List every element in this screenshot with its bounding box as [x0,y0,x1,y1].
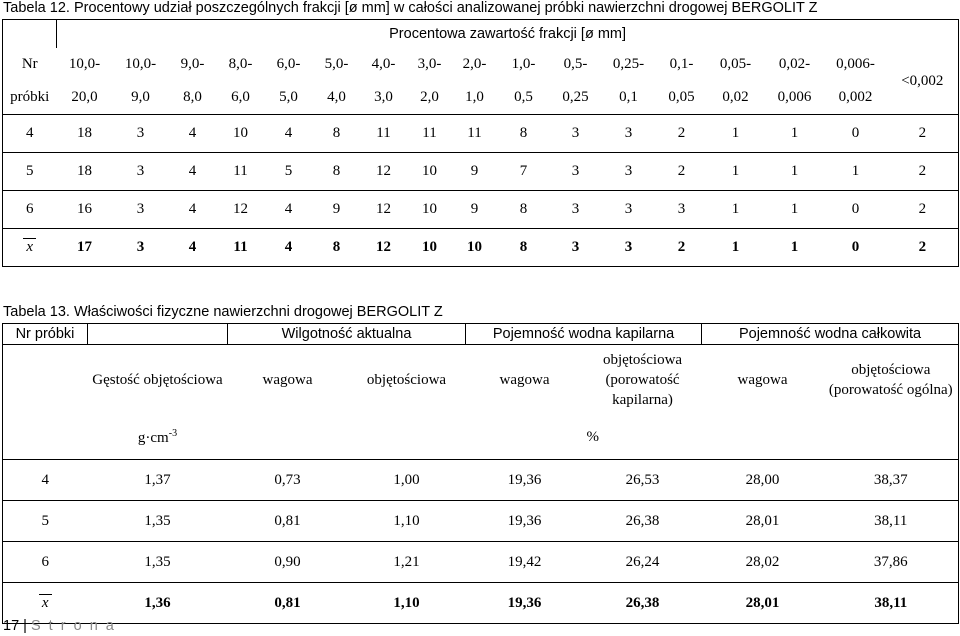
table-cell: 17 [57,229,113,267]
table-cell: 38,11 [824,501,959,542]
table-cell: 2 [887,229,959,267]
table-cell: 1 [707,191,765,229]
fraction-header: <0,002 [887,48,959,115]
row-label: 5 [3,153,57,191]
table-row [3,115,959,153]
table-cell: 1,10 [348,501,466,542]
table-cell: 10 [217,115,265,153]
fraction-header: 10,0- 9,0 [124,56,157,105]
table-cell: 1 [707,229,765,267]
table-cell: 0,81 [228,583,348,624]
table-cell: 3 [113,115,169,153]
table-cell: 26,38 [584,583,702,624]
fraction-header: 5,0- 4,0 [324,56,349,105]
table-cell: 3 [551,229,601,267]
row-label: 4 [3,115,57,153]
fraction-header: 3,0- 2,0 [417,56,442,105]
table-cell: 1 [707,153,765,191]
physical-properties-table [2,323,959,624]
table-cell: 8 [313,153,361,191]
table-cell: 1,36 [88,583,228,624]
table-cell: 1,10 [348,583,466,624]
table-cell: 8 [313,115,361,153]
wilg-wagowa-header: wagowa [262,372,313,388]
table-cell: 1,21 [348,542,466,583]
table-cell: 8 [497,191,551,229]
table-cell: 1 [765,191,825,229]
table-cell: 10 [407,229,453,267]
table12-caption: Tabela 12. Procentowy udział poszczególnych frakcji [ø mm] w całości analizowanej próbki nawierzchni drogowej BERGOLIT Z [3,0,818,16]
table-cell: 3 [601,153,657,191]
table-cell: 38,11 [824,583,959,624]
fraction-header: 0,1- 0,05 [668,56,695,105]
unit-density: $g\cdot cm^{-3}$ [88,415,228,460]
table-cell: 3 [657,191,707,229]
gestosc-header: Gęstość objętościowa [92,372,223,388]
table-row [3,191,959,229]
table-cell: 2 [887,153,959,191]
table-cell: 0 [825,115,887,153]
table-cell: 3 [113,191,169,229]
fraction-header: 9,0- 8,0 [180,56,205,105]
row-label: 4 [3,460,88,501]
fraction-header: 2,0- 1,0 [462,56,487,105]
fraction-header: 0,05- 0,02 [719,56,752,105]
fraction-header: 6,0- 5,0 [276,56,301,105]
wilgotnosc-header: Wilgotność aktualna [228,324,466,345]
table-cell: 3 [113,229,169,267]
table-cell: 8 [497,115,551,153]
page-footer [3,618,116,634]
row-label: 5 [3,501,88,542]
table-cell: 1 [765,115,825,153]
table-cell: 38,37 [824,460,959,501]
table-cell: 26,24 [584,542,702,583]
table-row [3,460,959,501]
table-cell: 3 [551,153,601,191]
table-cell: 1 [707,115,765,153]
table-cell: 2 [887,191,959,229]
table-row [3,153,959,191]
footer-separator: | [23,618,27,634]
table-cell: 1 [825,153,887,191]
unit-percent: % [228,415,959,460]
pojemnosc-kapilarna-header: Pojemność wodna kapilarna [466,324,702,345]
table-cell: 19,36 [466,501,584,542]
table-cell: 0 [825,229,887,267]
calk-objetosciowa-header: objętościowa (porowatość ogólna) [824,345,959,416]
row-label: 6 [3,542,88,583]
fraction-header: 0,5- 0,25 [562,56,589,105]
table-cell: 9 [453,191,497,229]
table-cell: 11 [453,115,497,153]
table-row [3,583,959,624]
table-cell: 7 [497,153,551,191]
table-cell: 1,35 [88,501,228,542]
table-cell: 16 [57,191,113,229]
table-row [3,229,959,267]
table-cell: 4 [169,191,217,229]
fraction-header: 1,0- 0,5 [511,56,536,105]
table-cell: 3 [601,191,657,229]
table-cell: 18 [57,115,113,153]
table-cell: 0,73 [228,460,348,501]
table-cell: 3 [601,115,657,153]
table-cell: 0 [825,191,887,229]
table-cell: 4 [265,191,313,229]
table-cell: 19,42 [466,542,584,583]
table-cell: 8 [313,229,361,267]
table-cell: 3 [113,153,169,191]
table-cell: 0,90 [228,542,348,583]
fraction-header: 8,0- 6,0 [228,56,253,105]
table-cell: 3 [551,191,601,229]
table-cell: 8 [497,229,551,267]
table-row [3,542,959,583]
table-cell: 4 [169,115,217,153]
table-cell: 1,35 [88,542,228,583]
fraction-header: 4,0- 3,0 [371,56,396,105]
row-label: 6 [3,191,57,229]
table-cell: 12 [361,229,407,267]
nr-probki-header: Nr próbki [3,48,57,115]
nr-probki-header: Nr próbki [3,324,88,345]
table-cell: 1 [765,229,825,267]
table-cell: 1,37 [88,460,228,501]
table-cell: 3 [601,229,657,267]
table-cell: 28,01 [702,501,824,542]
table-cell: 4 [169,153,217,191]
table-cell: 2 [887,115,959,153]
table13-caption: Tabela 13. Właściwości fizyczne nawierzchni drogowej BERGOLIT Z [3,304,443,320]
table-cell: 11 [361,115,407,153]
pojemnosc-calkowita-header: Pojemność wodna całkowita [702,324,959,345]
table-cell: 12 [361,191,407,229]
table-cell: 12 [361,153,407,191]
table-cell: 26,53 [584,460,702,501]
page-number: 17 [3,618,20,634]
kap-wagowa-header: wagowa [499,372,550,388]
table-cell: 2 [657,115,707,153]
table-cell: 19,36 [466,460,584,501]
row-label: x [3,583,88,624]
table-cell: 5 [265,153,313,191]
table-cell: 4 [265,229,313,267]
calk-wagowa-header: wagowa [737,372,788,388]
fraction-group-header: Procentowa zawartość frakcji [ø mm] [57,20,959,49]
table-cell: 1 [765,153,825,191]
table-cell: 4 [169,229,217,267]
table-cell: 9 [453,153,497,191]
table-cell: 4 [265,115,313,153]
table-cell: 28,01 [702,583,824,624]
page-word: S t r o n a [30,618,116,634]
fraction-table [2,19,959,267]
table-cell: 37,86 [824,542,959,583]
table-cell: 11 [217,229,265,267]
table-cell: 28,00 [702,460,824,501]
row-label: x [3,229,57,267]
table-cell: 10 [453,229,497,267]
fraction-header: 0,25- 0,1 [612,56,645,105]
table-cell: 18 [57,153,113,191]
table-cell: 9 [313,191,361,229]
table-cell: 2 [657,229,707,267]
table-cell: 26,38 [584,501,702,542]
table-row [3,501,959,542]
table-cell: 28,02 [702,542,824,583]
table-cell: 11 [407,115,453,153]
table-cell: 2 [657,153,707,191]
table-cell: 11 [217,153,265,191]
kap-objetosciowa-header: objętościowa (porowatość kapilarna) [602,352,683,408]
fraction-header: 0,006- 0,002 [836,56,875,105]
table-cell: 10 [407,153,453,191]
wilg-objetosciowa-header: objętościowa [366,372,447,388]
table-cell: 19,36 [466,583,584,624]
fraction-header: 10,0- 20,0 [68,56,101,105]
table-cell: 3 [551,115,601,153]
table-cell: 12 [217,191,265,229]
fraction-header: 0,02- 0,006 [777,56,812,105]
table-cell: 0,81 [228,501,348,542]
table-cell: 1,00 [348,460,466,501]
table-cell: 10 [407,191,453,229]
